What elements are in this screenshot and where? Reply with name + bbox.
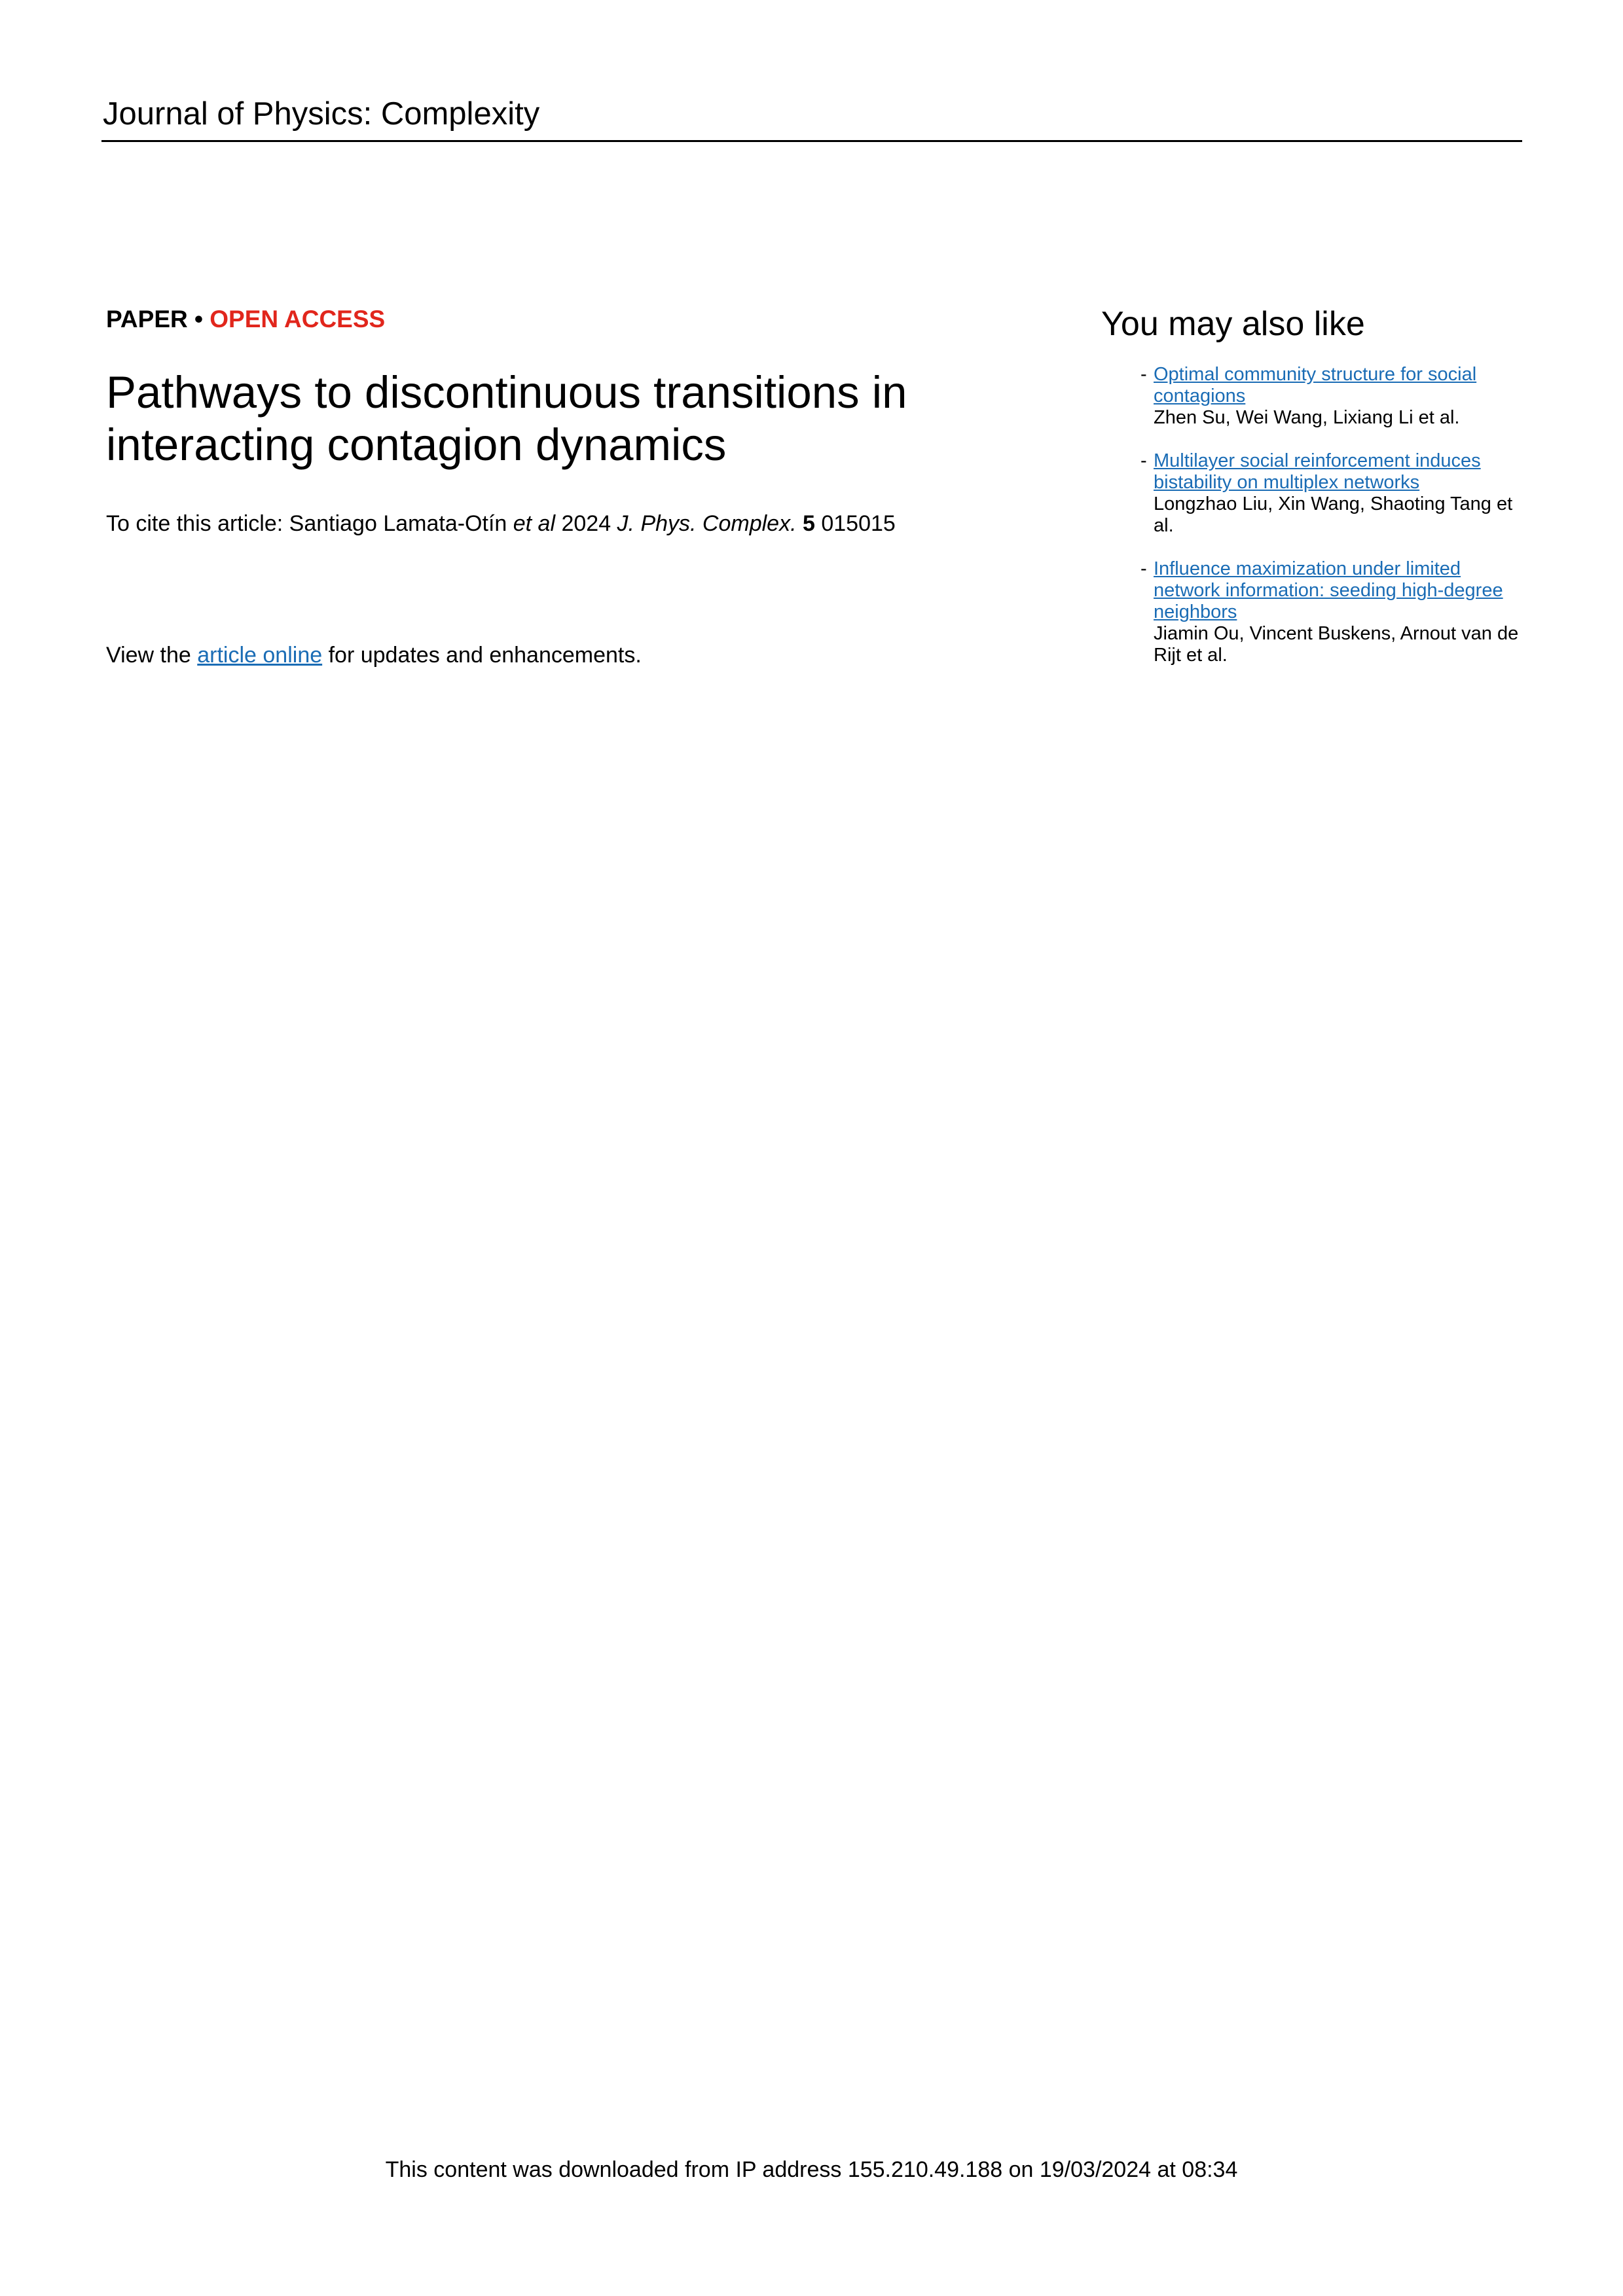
related-authors: Zhen Su, Wei Wang, Lixiang Li et al.	[1154, 407, 1460, 429]
list-dash: -	[1140, 364, 1147, 386]
cite-journal: J. Phys. Complex.	[617, 511, 797, 537]
related-item	[1101, 558, 1520, 666]
cite-prefix: To cite this article: Santiago Lamata-Otín	[106, 511, 513, 537]
cite-etal: et al	[513, 511, 556, 537]
related-title-link[interactable]: Influence maximization under limited network information: seeding high-degree neighbors	[1154, 558, 1503, 623]
related-title-link[interactable]: Optimal community structure for social contagions	[1154, 364, 1477, 407]
article-info	[106, 305, 1075, 669]
view-suffix: for updates and enhancements.	[322, 643, 642, 668]
related-articles	[1101, 304, 1520, 688]
download-footer: This content was downloaded from IP address 155.210.49.188 on 19/03/2024 at 08:34	[385, 2157, 1238, 2182]
header-divider	[101, 140, 1522, 142]
cite-volume: 5	[796, 511, 815, 537]
citation-line	[106, 511, 1075, 537]
list-dash: -	[1140, 450, 1147, 472]
related-item	[1101, 450, 1520, 537]
related-heading: You may also like	[1101, 305, 1365, 343]
related-authors: Longzhao Liu, Xin Wang, Shaoting Tang et al.	[1154, 493, 1513, 537]
cite-year: 2024	[555, 511, 617, 537]
view-online-line	[106, 642, 1075, 669]
cite-number: 015015	[814, 511, 896, 537]
open-access-badge: OPEN ACCESS	[210, 306, 386, 332]
related-item	[1101, 364, 1520, 429]
paper-label: PAPER	[106, 306, 188, 332]
related-list	[1101, 364, 1520, 666]
article-title: Pathways to discontinuous transitions in interacting contagion dynamics	[106, 367, 907, 471]
related-title-link[interactable]: Multilayer social reinforcement induces bistability on multiplex networks	[1154, 450, 1481, 493]
separator-bullet: •	[187, 306, 210, 332]
related-authors: Jiamin Ou, Vincent Buskens, Arnout van de Rijt et al.	[1154, 623, 1519, 666]
journal-title: Journal of Physics: Complexity	[103, 96, 540, 132]
list-dash: -	[1140, 558, 1147, 580]
article-online-link[interactable]: article online	[197, 643, 323, 668]
article-type-line	[106, 305, 1075, 334]
view-prefix: View the	[106, 643, 198, 668]
